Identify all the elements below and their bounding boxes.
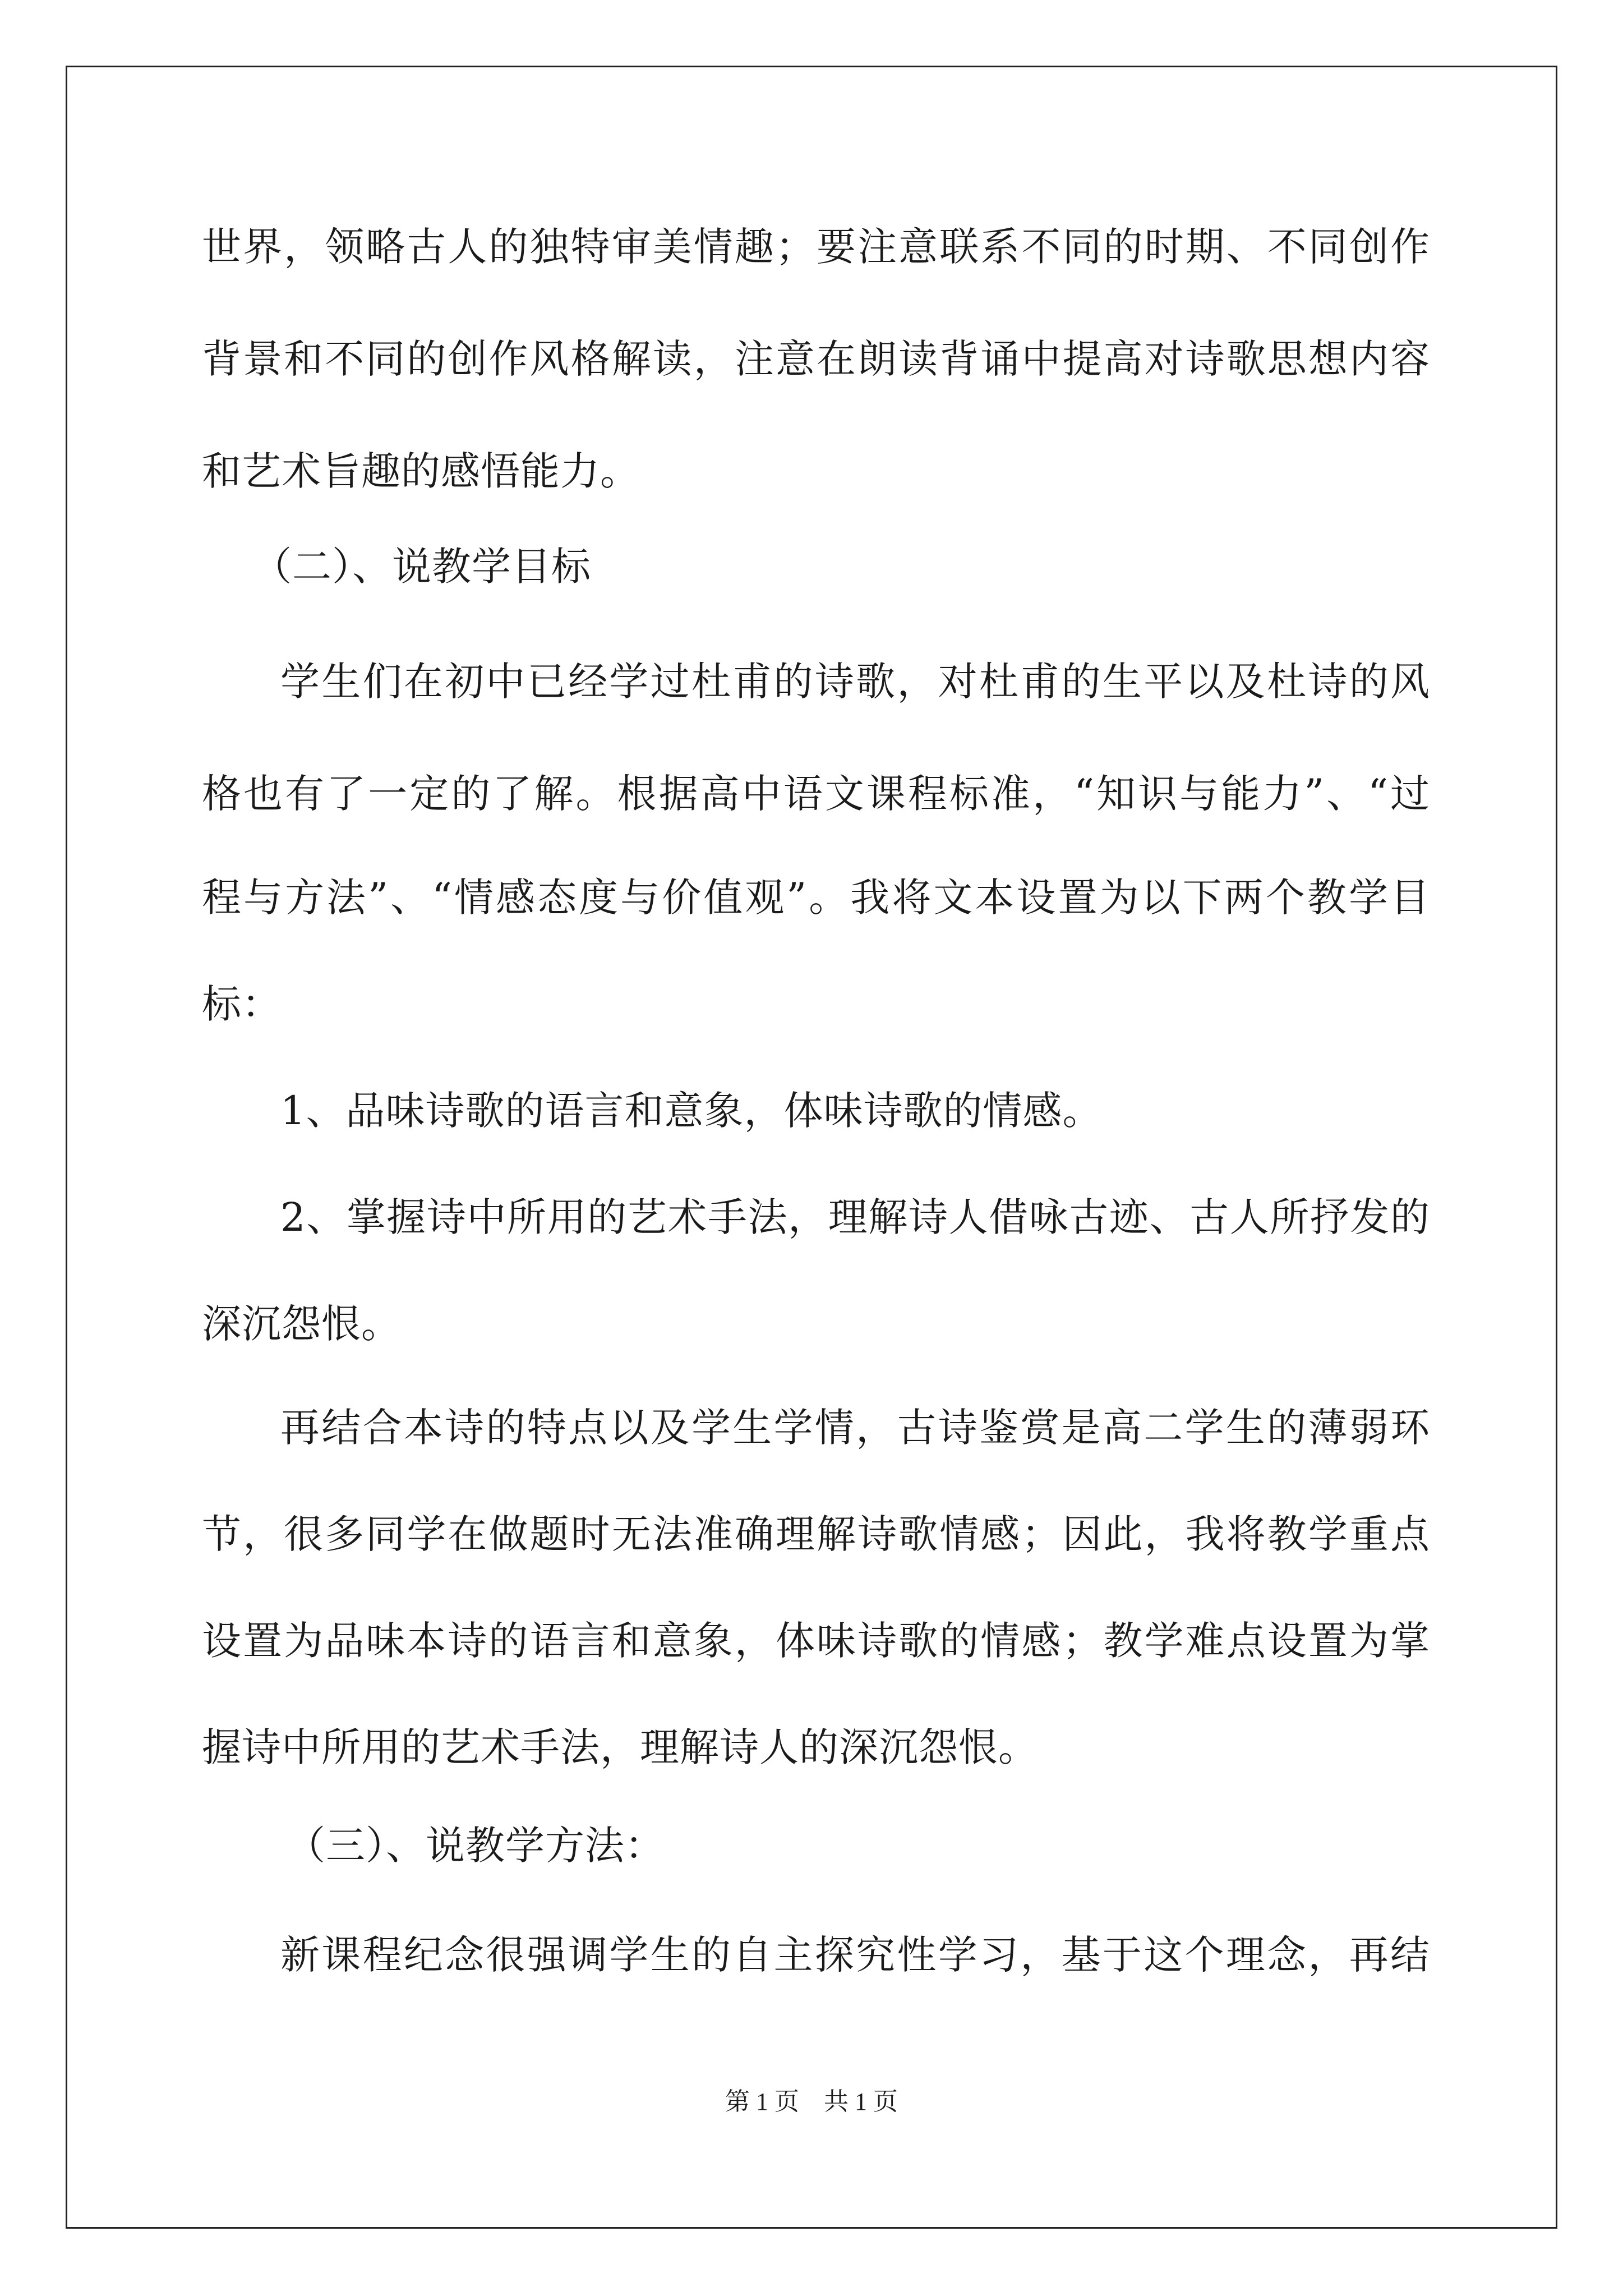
paragraph-line: 握诗中所用的艺术手法，理解诗人的深沉怨恨。	[202, 1724, 1038, 1770]
paragraph-line: 世界，领略古人的独特审美情趣；要注意联系不同的时期、不同创作	[202, 224, 1430, 270]
paragraph-line: 程与方法”、“情感态度与价值观”。我将文本设置为以下两个教学目	[202, 875, 1430, 921]
section-heading: （三）、说教学方法：	[286, 1823, 665, 1869]
page-border	[66, 66, 1557, 2229]
paragraph-line: 再结合本诗的特点以及学生学情，古诗鉴赏是高二学生的薄弱环	[280, 1405, 1430, 1451]
page-number-footer: 第 1 页 共 1 页	[725, 2088, 898, 2115]
list-item: 2、掌握诗中所用的艺术手法，理解诗人借咏古迹、古人所抒发的	[280, 1194, 1430, 1240]
paragraph-line: 设置为品味本诗的语言和意象，体味诗歌的情感；教学难点设置为掌	[202, 1618, 1430, 1664]
paragraph-line: 节，很多同学在做题时无法准确理解诗歌情感；因此，我将教学重点	[202, 1511, 1430, 1557]
paragraph-line: 背景和不同的创作风格解读，注意在朗读背诵中提高对诗歌思想内容	[202, 336, 1430, 382]
paragraph-line: 格也有了一定的了解。根据高中语文课程标准，“知识与能力”、“过	[202, 771, 1430, 817]
paragraph-line: 标：	[202, 981, 282, 1027]
list-item: 1、品味诗歌的语言和意象，体味诗歌的情感。	[280, 1088, 1103, 1134]
paragraph-line: 深沉怨恨。	[202, 1301, 401, 1347]
paragraph-line: 学生们在初中已经学过杜甫的诗歌，对杜甫的生平以及杜诗的风	[280, 659, 1430, 705]
paragraph-line: 新课程纪念很强调学生的自主探究性学习，基于这个理念，再结	[280, 1932, 1430, 1978]
section-heading: （二）、说教学目标	[252, 544, 591, 590]
paragraph-line: 和艺术旨趣的感悟能力。	[202, 448, 640, 494]
